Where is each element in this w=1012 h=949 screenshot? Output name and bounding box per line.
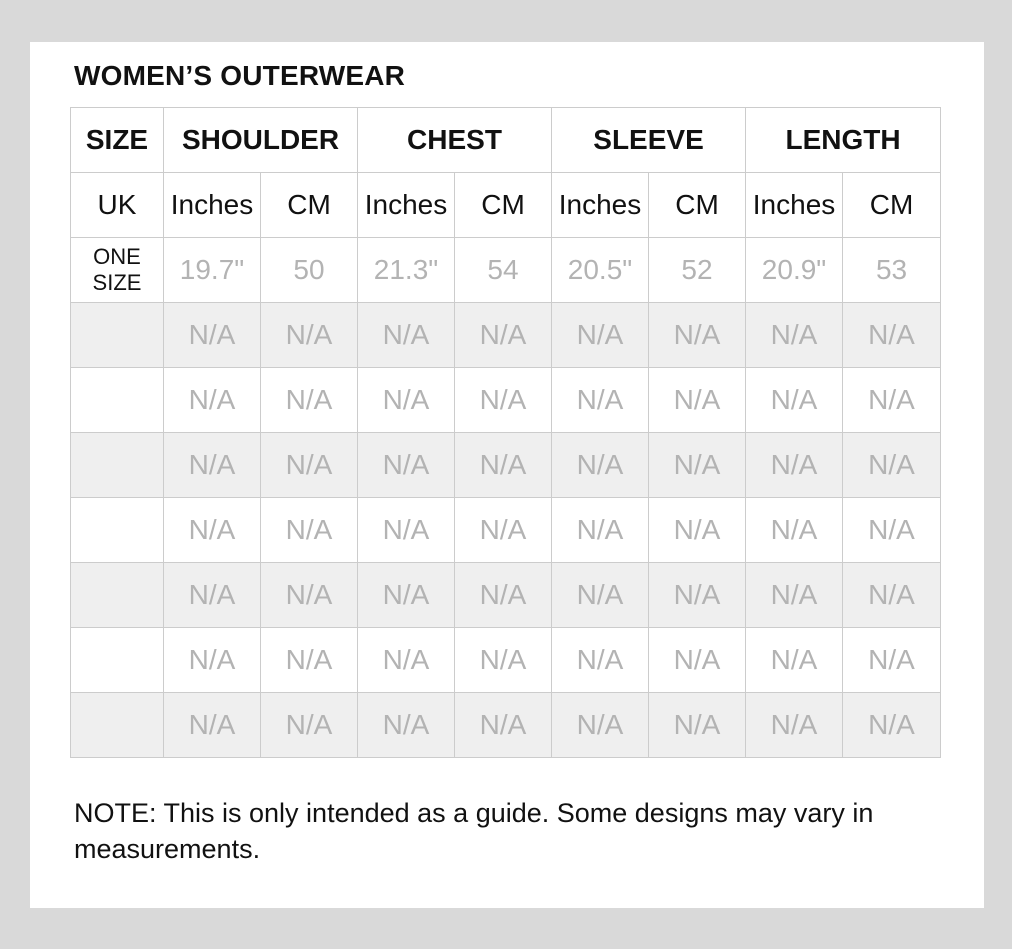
size-label-line2: SIZE: [92, 270, 142, 295]
page-title: WOMEN’S OUTERWEAR: [74, 60, 406, 91]
measurement-cell: N/A: [746, 628, 843, 693]
guide-note: NOTE: This is only intended as a guide. Some designs may vary in measurements.: [74, 798, 874, 864]
measurement-cell: N/A: [164, 693, 261, 758]
measurement-cell: 21.3": [358, 238, 455, 303]
size-header: SIZE: [71, 108, 164, 173]
unit-label: CM: [843, 173, 941, 238]
measurement-cell: N/A: [649, 303, 746, 368]
measurement-cell: N/A: [746, 433, 843, 498]
measurement-cell: N/A: [455, 433, 552, 498]
size-cell: [71, 693, 164, 758]
measurement-cell: N/A: [552, 563, 649, 628]
measurement-cell: N/A: [746, 563, 843, 628]
size-cell: [71, 238, 164, 303]
size-table: [70, 107, 941, 758]
measurement-cell: N/A: [261, 433, 358, 498]
table-row: [71, 563, 941, 628]
table-row: [71, 498, 941, 563]
shoulder-header: SHOULDER: [164, 108, 358, 173]
measurement-cell: N/A: [843, 368, 941, 433]
size-cell: [71, 498, 164, 563]
size-table-body: [71, 238, 941, 758]
measurement-cell: N/A: [649, 498, 746, 563]
size-guide-card: [30, 42, 984, 908]
measurement-cell: N/A: [649, 628, 746, 693]
measurement-cell: N/A: [261, 303, 358, 368]
measurement-cell: N/A: [552, 693, 649, 758]
table-row: [71, 238, 941, 303]
measurement-cell: N/A: [552, 368, 649, 433]
measurement-cell: N/A: [164, 368, 261, 433]
measurement-cell: N/A: [358, 563, 455, 628]
measurement-cell: N/A: [358, 303, 455, 368]
measurement-cell: N/A: [261, 693, 358, 758]
measurement-cell: N/A: [843, 628, 941, 693]
measurement-cell: N/A: [649, 563, 746, 628]
measurement-cell: N/A: [261, 628, 358, 693]
unit-label: Inches: [164, 173, 261, 238]
size-cell: [71, 433, 164, 498]
measurement-cell: N/A: [261, 498, 358, 563]
size-unit-label: UK: [71, 173, 164, 238]
measurement-cell: N/A: [843, 303, 941, 368]
unit-header-row: [71, 173, 941, 238]
measurement-cell: 50: [261, 238, 358, 303]
measurement-cell: N/A: [843, 498, 941, 563]
table-row: [71, 433, 941, 498]
measurement-cell: N/A: [164, 303, 261, 368]
unit-label: Inches: [552, 173, 649, 238]
size-cell: [71, 563, 164, 628]
measurement-cell: N/A: [455, 628, 552, 693]
measurement-cell: N/A: [164, 498, 261, 563]
table-row: [71, 693, 941, 758]
measurement-cell: N/A: [746, 368, 843, 433]
measurement-cell: N/A: [649, 693, 746, 758]
unit-label: CM: [649, 173, 746, 238]
chest-header: CHEST: [358, 108, 552, 173]
group-header-row: [71, 108, 941, 173]
length-header: LENGTH: [746, 108, 941, 173]
table-row: [71, 628, 941, 693]
measurement-cell: N/A: [746, 303, 843, 368]
measurement-cell: N/A: [358, 433, 455, 498]
measurement-cell: N/A: [455, 563, 552, 628]
measurement-cell: N/A: [552, 433, 649, 498]
measurement-cell: N/A: [552, 628, 649, 693]
measurement-cell: N/A: [843, 563, 941, 628]
measurement-cell: 53: [843, 238, 941, 303]
unit-label: Inches: [358, 173, 455, 238]
measurement-cell: N/A: [261, 368, 358, 433]
measurement-cell: N/A: [843, 693, 941, 758]
measurement-cell: 54: [455, 238, 552, 303]
measurement-cell: N/A: [455, 368, 552, 433]
size-cell: [71, 368, 164, 433]
measurement-cell: N/A: [649, 433, 746, 498]
unit-label: CM: [455, 173, 552, 238]
measurement-cell: N/A: [649, 368, 746, 433]
measurement-cell: N/A: [164, 563, 261, 628]
measurement-cell: N/A: [358, 368, 455, 433]
measurement-cell: N/A: [164, 433, 261, 498]
sleeve-header: SLEEVE: [552, 108, 746, 173]
measurement-cell: N/A: [358, 628, 455, 693]
measurement-cell: N/A: [261, 563, 358, 628]
size-cell: [71, 303, 164, 368]
table-row: [71, 303, 941, 368]
measurement-cell: 52: [649, 238, 746, 303]
measurement-cell: 20.5": [552, 238, 649, 303]
measurement-cell: N/A: [358, 498, 455, 563]
measurement-cell: N/A: [552, 303, 649, 368]
measurement-cell: N/A: [746, 498, 843, 563]
measurement-cell: 19.7": [164, 238, 261, 303]
measurement-cell: N/A: [552, 498, 649, 563]
measurement-cell: N/A: [746, 693, 843, 758]
measurement-cell: N/A: [358, 693, 455, 758]
table-row: [71, 368, 941, 433]
measurement-cell: N/A: [843, 433, 941, 498]
measurement-cell: 20.9": [746, 238, 843, 303]
measurement-cell: N/A: [455, 498, 552, 563]
measurement-cell: N/A: [455, 303, 552, 368]
size-label-line1: ONE: [93, 244, 141, 269]
measurement-cell: N/A: [455, 693, 552, 758]
unit-label: Inches: [746, 173, 843, 238]
measurement-cell: N/A: [164, 628, 261, 693]
unit-label: CM: [261, 173, 358, 238]
size-cell: [71, 628, 164, 693]
